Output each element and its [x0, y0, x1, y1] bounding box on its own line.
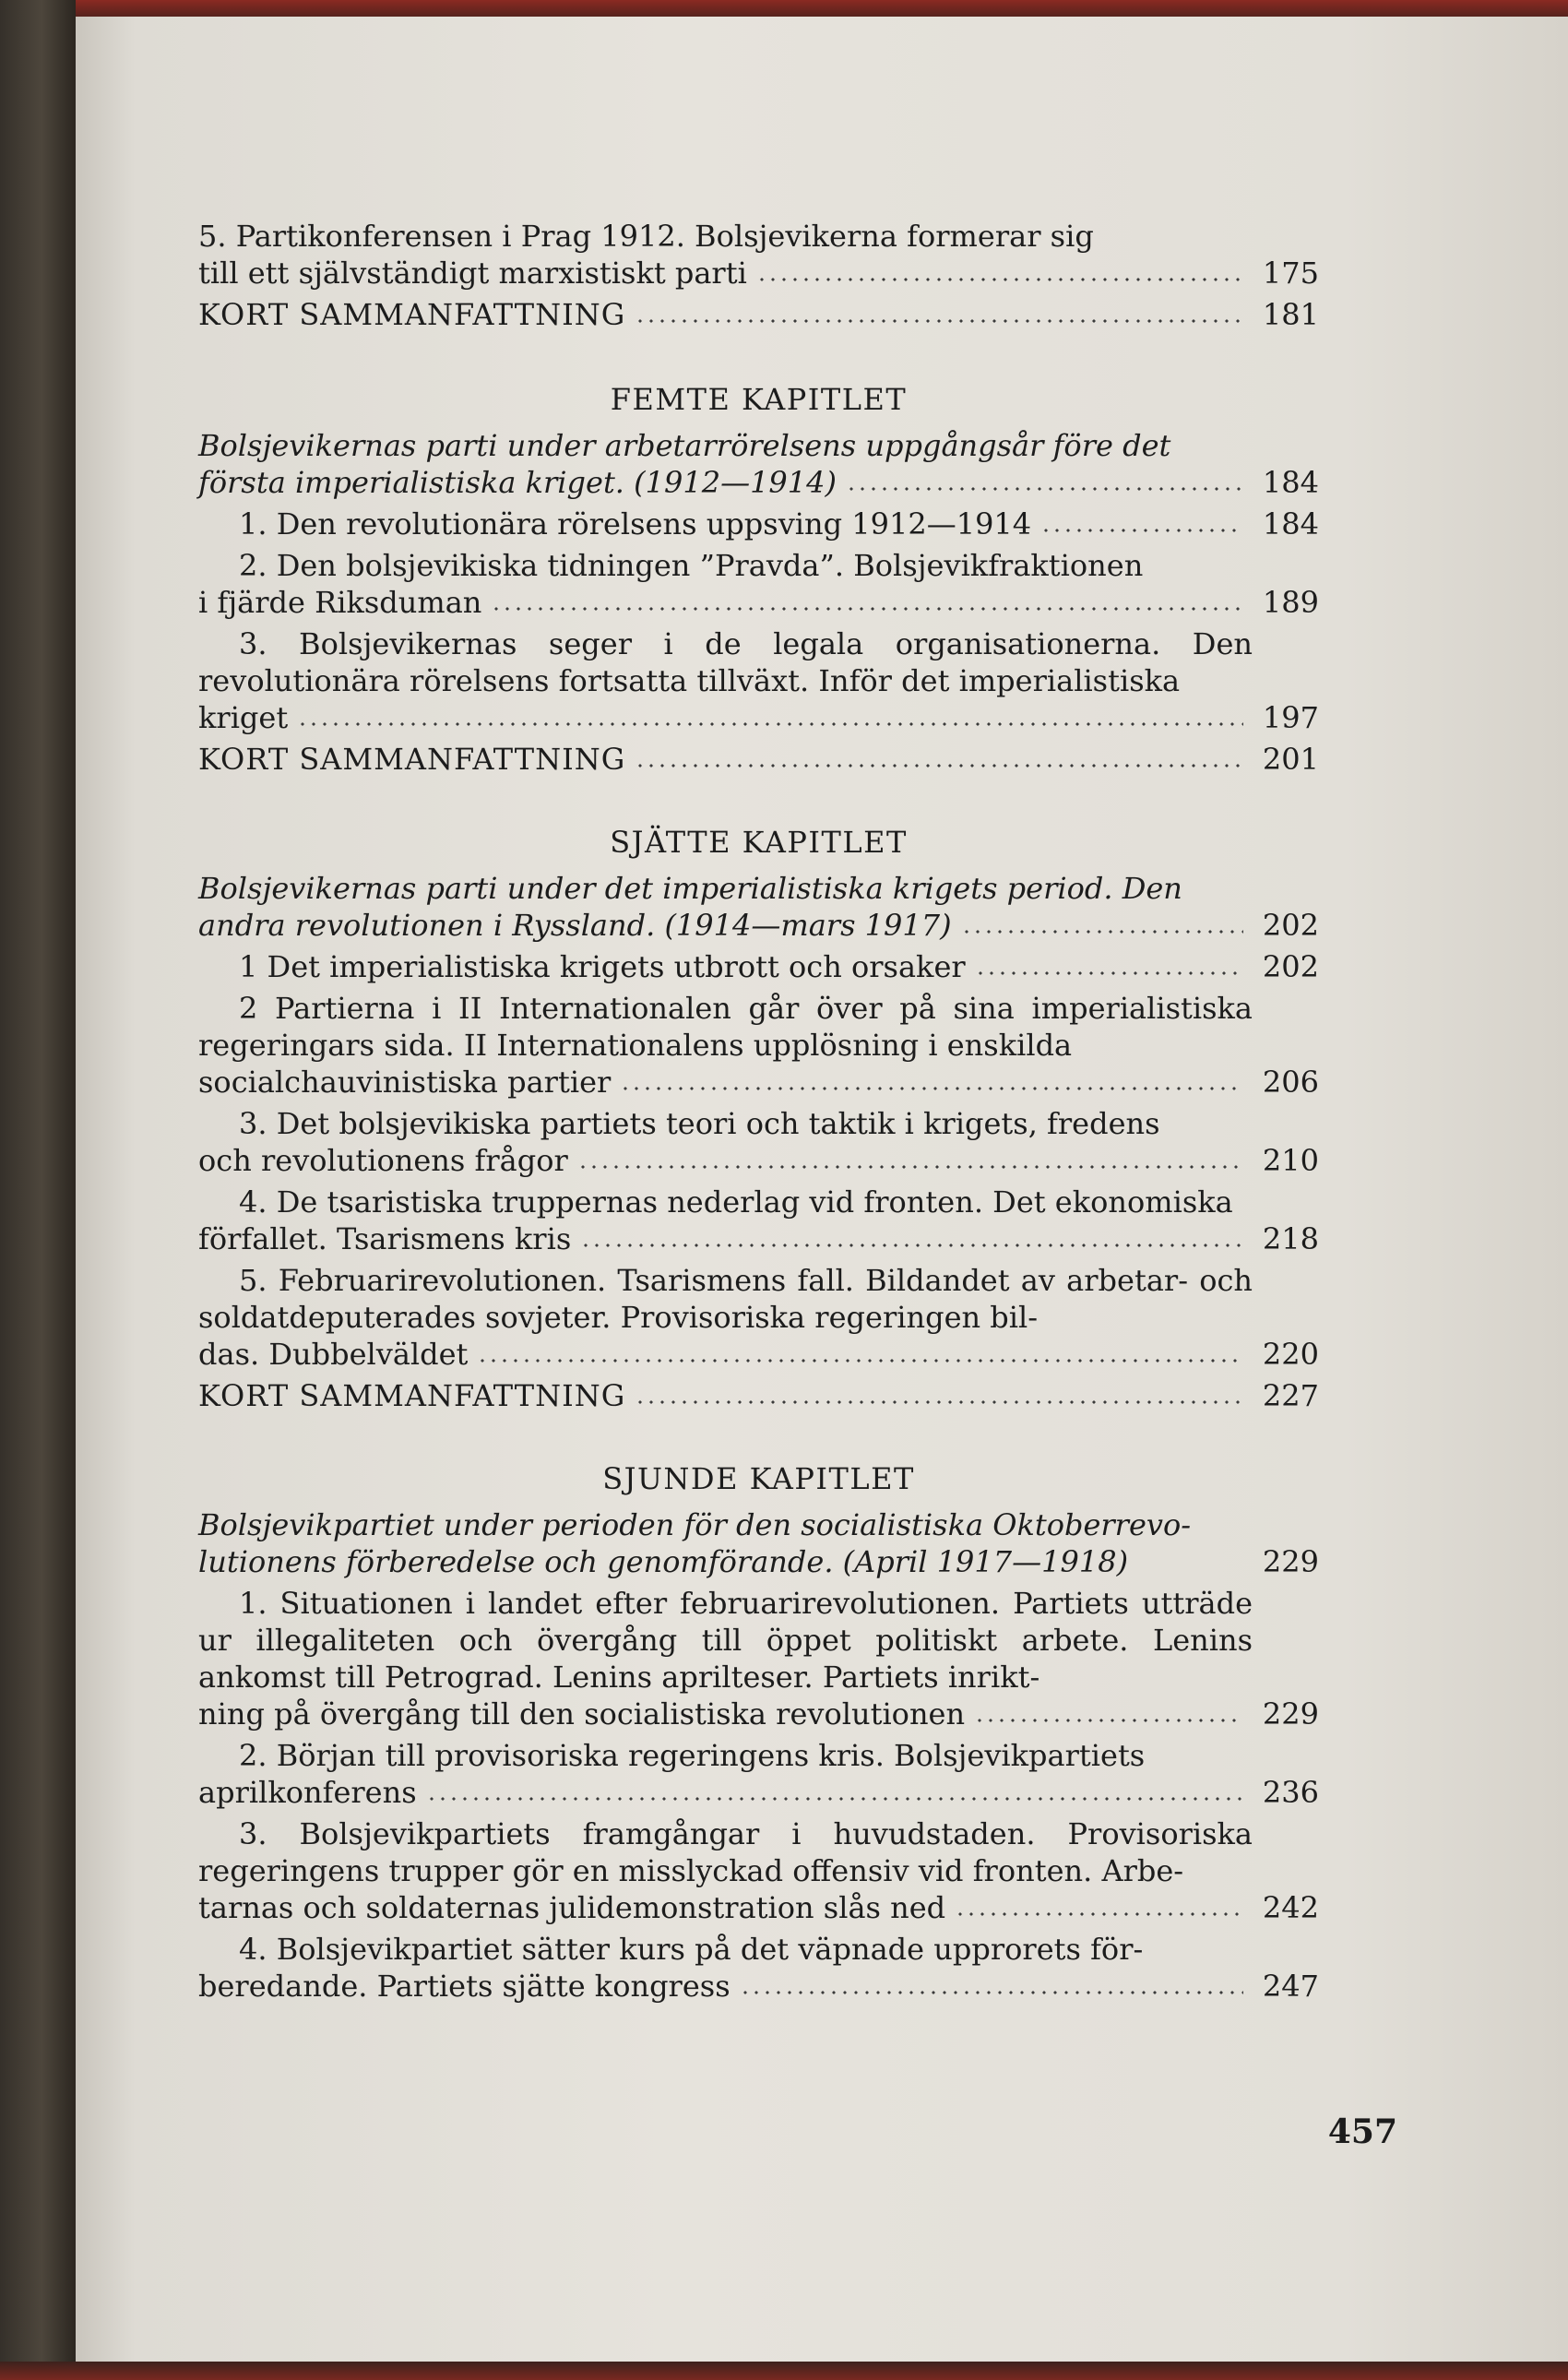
toc-page-number: 184 [1262, 506, 1319, 541]
chapter-title-lead: Bolsjevikernas parti under arbetarrörelsens uppgångsår före det [198, 428, 1171, 463]
dot-leader [740, 1990, 1243, 1995]
toc-entry [198, 1105, 1319, 1179]
dot-leader [580, 1243, 1243, 1248]
toc-entry-lead: 5. Februarirevolutionen. Tsarismens fall. Bildandet av arbetar- och soldatdeputerades sovjeter. Provisoriska regeringen bil- [198, 1263, 1253, 1335]
toc-page-number: 236 [1262, 1775, 1319, 1810]
chapter-title [198, 1506, 1319, 1580]
chapter-title-last: första imperialistiska kriget. (1912—1914) [198, 465, 837, 500]
toc-entry-last: KORT SAMMANFATTNING [198, 1378, 626, 1413]
toc-page-number: 218 [1262, 1221, 1319, 1256]
toc-entry [198, 1585, 1319, 1732]
dot-leader [491, 606, 1243, 612]
toc-entry-lead: 3. Det bolsjevikiska partiets teori och taktik i krigets, fredens [239, 1106, 1160, 1141]
dot-leader [577, 1164, 1243, 1170]
toc-entry-lead: 3. Bolsjevikernas seger i de legala organisationerna. Den revolutionära rörelsens fortsatta tillväxt. Inför det imperialistiska [198, 626, 1253, 698]
toc-entry-lead: 3. Bolsjevikpartiets framgångar i huvudstaden. Provisoriska regeringens trupper gör en misslyckad offensiv vid fronten. Arbe- [198, 1816, 1253, 1888]
toc-page-number: 201 [1262, 742, 1319, 777]
toc-entry [198, 948, 1319, 985]
toc-page-number: 242 [1262, 1890, 1319, 1925]
toc-entry [198, 1737, 1319, 1811]
chapter-heading: SJÄTTE KAPITLET [610, 825, 908, 860]
toc-entry-last: KORT SAMMANFATTNING [198, 297, 626, 332]
dot-leader [635, 318, 1243, 324]
table-of-contents [198, 218, 1319, 2009]
toc-page-number: 227 [1262, 1378, 1319, 1413]
toc-entry [198, 1931, 1319, 2005]
chapter-heading: FEMTE KAPITLET [610, 382, 908, 417]
dot-leader [477, 1358, 1243, 1363]
toc-page-number: 202 [1262, 949, 1319, 984]
toc-page-number: 189 [1262, 585, 1319, 620]
toc-summary-entry [198, 296, 1319, 333]
toc-entry-last: 1 Det imperialistiska krigets utbrott och orsaker [239, 949, 966, 984]
toc-entry [198, 218, 1319, 292]
toc-page-number: 220 [1262, 1337, 1319, 1372]
dot-leader [955, 1911, 1243, 1917]
dot-leader [635, 763, 1243, 768]
toc-page-number: 206 [1262, 1065, 1319, 1100]
toc-entry-last: tarnas och soldaternas julidemonstration slås ned [198, 1890, 946, 1925]
toc-entry [198, 506, 1319, 542]
page-number: 457 [1327, 2112, 1397, 2151]
toc-entry [198, 547, 1319, 621]
toc-entry-last: förfallet. Tsarismens kris [198, 1221, 572, 1256]
toc-entry-last: 1. Den revolutionära rörelsens uppsving 1912—1914 [239, 506, 1032, 541]
toc-entry-lead: 4. Bolsjevikpartiet sätter kurs på det väpnade upprorets för- [239, 1932, 1144, 1967]
dot-leader [620, 1086, 1243, 1091]
toc-entry-last: KORT SAMMANFATTNING [198, 742, 626, 777]
chapter-title-lead: Bolsjevikpartiet under perioden för den socialistiska Oktoberrevo- [198, 1507, 1192, 1542]
toc-entry-last: kriget [198, 700, 289, 735]
toc-entry-lead: 1. Situationen i landet efter februarirevolutionen. Partiets utträde ur illegaliteten och övergång till öppet politiskt arbete. Lenins ankomst till Petrograd. Lenins aprilteser. Partiets inrikt- [198, 1586, 1253, 1695]
toc-entry-last: aprilkonferens [198, 1775, 417, 1810]
toc-entry [198, 1262, 1319, 1373]
toc-page-number: 247 [1262, 1969, 1319, 2004]
toc-entry [198, 1184, 1319, 1257]
dot-leader [846, 486, 1243, 492]
chapter-title-last: andra revolutionen i Ryssland. (1914—mars 1917) [198, 908, 952, 943]
chapter-title [198, 427, 1319, 501]
toc-page-number: 181 [1262, 297, 1319, 332]
toc-entry-lead: 4. De tsaristiska truppernas nederlag vid fronten. Det ekonomiska [239, 1184, 1233, 1220]
toc-entry [198, 625, 1319, 736]
toc-entry-last: das. Dubbelväldet [198, 1337, 469, 1372]
book-cover-bottom-edge [0, 2362, 1568, 2380]
dot-leader [426, 1796, 1243, 1802]
toc-page-number: 184 [1262, 465, 1319, 500]
dot-leader [974, 1718, 1243, 1723]
book-spine-gutter [0, 0, 76, 2380]
toc-page-number: 175 [1262, 256, 1319, 291]
toc-entry-last: i fjärde Riksduman [198, 585, 482, 620]
toc-page-number: 210 [1262, 1143, 1319, 1178]
toc-page-number: 202 [1262, 908, 1319, 943]
dot-leader [961, 929, 1243, 934]
toc-summary-entry [198, 741, 1319, 778]
toc-summary-entry [198, 1377, 1319, 1414]
chapter-title [198, 870, 1319, 944]
dot-leader [756, 277, 1243, 282]
dot-leader [975, 970, 1243, 976]
dot-leader [635, 1399, 1243, 1405]
dot-leader [297, 721, 1243, 727]
toc-page-number: 197 [1262, 700, 1319, 735]
toc-page-number: 229 [1262, 1544, 1319, 1579]
toc-entry-lead: 5. Partikonferensen i Prag 1912. Bolsjevikerna formerar sig [198, 219, 1094, 254]
toc-entry-last: till ett självständigt marxistiskt parti [198, 256, 747, 291]
toc-entry [198, 1815, 1319, 1926]
chapter-title-last: lutionens förberedelse och genomförande. (April 1917—1918) [198, 1544, 1129, 1579]
toc-entry-lead: 2 Partierna i II Internationalen går över på sina imperialistiska regeringars sida. II Internationalens upplösning i enskilda [198, 991, 1253, 1063]
toc-page-number: 229 [1262, 1696, 1319, 1731]
dot-leader [1040, 528, 1243, 533]
toc-entry-last: och revolutionens frågor [198, 1143, 568, 1178]
toc-entry-last: beredande. Partiets sjätte kongress [198, 1969, 731, 2004]
toc-entry-lead: 2. Den bolsjevikiska tidningen ”Pravda”. Bolsjevikfraktionen [239, 548, 1144, 583]
toc-entry-last: socialchauvinistiska partier [198, 1065, 612, 1100]
chapter-title-lead: Bolsjevikernas parti under det imperialistiska krigets period. Den [198, 871, 1182, 906]
toc-entry [198, 990, 1319, 1101]
toc-entry-lead: 2. Början till provisoriska regeringens kris. Bolsjevikpartiets [239, 1738, 1146, 1773]
chapter-heading: SJUNDE KAPITLET [602, 1461, 915, 1496]
toc-entry-last: ning på övergång till den socialistiska revolutionen [198, 1696, 966, 1731]
